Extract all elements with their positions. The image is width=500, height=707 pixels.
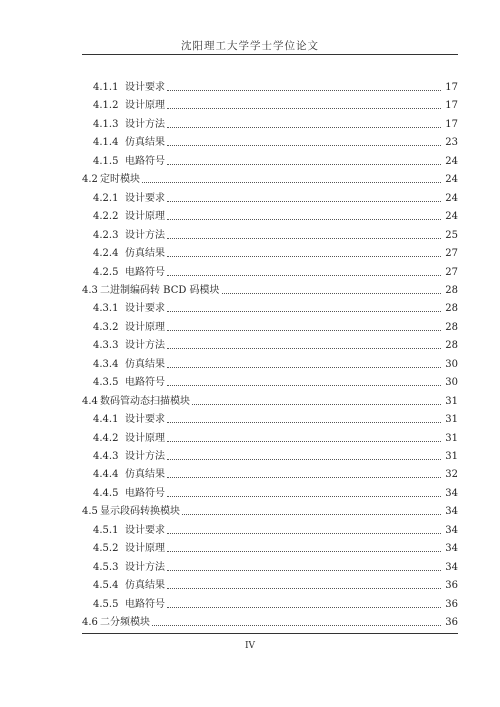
toc-dot-leader xyxy=(167,477,441,478)
toc-entry-number: 4.5 xyxy=(82,506,98,518)
toc-entry-number: 4.4.5 xyxy=(93,487,119,499)
toc-entry-number: 4.3.5 xyxy=(93,377,119,389)
toc-dot-leader xyxy=(167,108,441,109)
toc-entry-number: 4.4.1 xyxy=(93,414,119,426)
toc-entry-page: 31 xyxy=(445,414,458,426)
toc-entry[interactable] xyxy=(0,76,500,94)
toc-entry-title: 设计原理 xyxy=(125,432,165,444)
toc-entry-title: 设计方法 xyxy=(125,229,165,241)
toc-dot-leader xyxy=(167,588,441,589)
toc-entry-title: 设计要求 xyxy=(125,414,165,426)
toc-entry[interactable] xyxy=(0,556,500,574)
toc-dot-leader xyxy=(167,164,441,165)
toc-dot-leader xyxy=(167,201,441,202)
toc-entry-title: 二进制编码转 BCD 码模块 xyxy=(100,284,220,296)
footer-divider xyxy=(82,633,458,634)
page-number: IV xyxy=(244,641,256,651)
toc-entry-title: 电路符号 xyxy=(125,155,165,167)
toc-entry-number: 4.1.2 xyxy=(93,100,119,112)
toc-entry-page: 24 xyxy=(445,211,458,223)
toc-entry[interactable] xyxy=(0,297,500,315)
toc-entry-title: 仿真结果 xyxy=(125,248,165,260)
toc-entry-title: 设计原理 xyxy=(125,211,165,223)
toc-entry-number: 4.3 xyxy=(82,284,98,296)
toc-entry[interactable] xyxy=(0,261,500,279)
toc-entry[interactable] xyxy=(0,611,500,629)
toc-dot-leader xyxy=(167,348,441,349)
toc-entry-page: 34 xyxy=(445,487,458,499)
toc-dot-leader xyxy=(167,145,441,146)
toc-entry-page: 23 xyxy=(445,137,458,149)
toc-entry[interactable] xyxy=(0,242,500,260)
toc-entry-number: 4.5.4 xyxy=(93,580,119,592)
toc-entry-title: 设计方法 xyxy=(125,118,165,130)
toc-entry-page: 31 xyxy=(445,432,458,444)
toc-entry[interactable] xyxy=(0,94,500,112)
toc-entry[interactable] xyxy=(0,482,500,500)
toc-entry[interactable] xyxy=(0,519,500,537)
toc-dot-leader xyxy=(167,275,441,276)
page-header-title: 沈阳理工大学学士学位论文 xyxy=(181,40,319,52)
toc-dot-leader xyxy=(167,219,441,220)
toc-dot-leader xyxy=(167,256,441,257)
toc-dot-leader xyxy=(167,607,441,608)
toc-entry-page: 24 xyxy=(445,174,458,186)
toc-entry-page: 36 xyxy=(445,580,458,592)
toc-dot-leader xyxy=(222,293,441,294)
toc-entry-number: 4.2.4 xyxy=(93,248,119,260)
toc-entry-number: 4.2 xyxy=(82,174,98,186)
toc-entry-page: 28 xyxy=(445,340,458,352)
toc-entry-page: 30 xyxy=(445,358,458,370)
toc-entry-page: 34 xyxy=(445,524,458,536)
toc-entry-number: 4.1.5 xyxy=(93,155,119,167)
toc-entry-page: 34 xyxy=(445,543,458,555)
toc-entry-title: 数码管动态扫描模块 xyxy=(100,395,190,407)
toc-entry-number: 4.5.3 xyxy=(93,561,119,573)
toc-entry[interactable] xyxy=(0,113,500,131)
toc-entry-page: 17 xyxy=(445,100,458,112)
toc-entry[interactable] xyxy=(0,353,500,371)
toc-dot-leader xyxy=(167,459,441,460)
toc-entry-page: 31 xyxy=(445,395,458,407)
toc-entry-title: 设计要求 xyxy=(125,524,165,536)
toc-entry-title: 电路符号 xyxy=(125,377,165,389)
toc-entry-page: 36 xyxy=(445,617,458,629)
toc-entry-title: 电路符号 xyxy=(125,266,165,278)
toc-entry-number: 4.4 xyxy=(82,395,98,407)
toc-entry-page: 24 xyxy=(445,192,458,204)
toc-entry-page: 28 xyxy=(445,321,458,333)
toc-entry[interactable] xyxy=(0,316,500,334)
header-divider xyxy=(82,54,458,55)
toc-entry-number: 4.3.3 xyxy=(93,340,119,352)
toc-entry-title: 设计原理 xyxy=(125,543,165,555)
toc-dot-leader xyxy=(142,182,441,183)
toc-dot-leader xyxy=(167,533,441,534)
toc-entry-number: 4.3.2 xyxy=(93,321,119,333)
toc-entry[interactable] xyxy=(0,427,500,445)
toc-entry-title: 设计要求 xyxy=(125,82,165,93)
toc-entry-title: 仿真结果 xyxy=(125,469,165,481)
toc-entry-number: 4.4.3 xyxy=(93,451,119,462)
toc-dot-leader xyxy=(167,311,441,312)
toc-entry-page: 36 xyxy=(445,598,458,610)
toc-entry[interactable] xyxy=(0,390,500,408)
toc-dot-leader xyxy=(167,496,441,497)
toc-entry[interactable] xyxy=(0,445,500,463)
toc-entry-title: 设计方法 xyxy=(125,451,165,462)
toc-dot-leader xyxy=(167,385,441,386)
toc-entry-number: 4.5.2 xyxy=(93,543,119,555)
toc-entry[interactable] xyxy=(0,463,500,481)
toc-dot-leader xyxy=(167,238,441,239)
toc-entry-number: 4.1.4 xyxy=(93,137,119,149)
toc-entry-page: 31 xyxy=(445,451,458,462)
toc-dot-leader xyxy=(167,551,441,552)
toc-entry[interactable] xyxy=(0,224,500,242)
toc-entry-title: 设计要求 xyxy=(125,303,165,315)
toc-entry[interactable] xyxy=(0,500,500,518)
toc-dot-leader xyxy=(167,330,441,331)
toc-entry-title: 二分频模块 xyxy=(100,617,150,629)
toc-entry-number: 4.2.2 xyxy=(93,211,119,223)
toc-dot-leader xyxy=(167,367,441,368)
toc-entry[interactable] xyxy=(0,131,500,149)
toc-entry[interactable] xyxy=(0,574,500,592)
toc-entry-page: 17 xyxy=(445,82,458,93)
toc-entry-title: 仿真结果 xyxy=(125,358,165,370)
toc-entry[interactable] xyxy=(0,371,500,389)
toc-entry-title: 设计原理 xyxy=(125,100,165,112)
toc-entry[interactable] xyxy=(0,334,500,352)
toc-entry-number: 4.2.1 xyxy=(93,192,119,204)
toc-entry-page: 27 xyxy=(445,248,458,260)
toc-entry-number: 4.4.2 xyxy=(93,432,119,444)
toc-entry-page: 34 xyxy=(445,561,458,573)
toc-entry[interactable] xyxy=(0,205,500,223)
toc-dot-leader xyxy=(192,404,441,405)
toc-entry-number: 4.3.4 xyxy=(93,358,119,370)
toc-entry-page: 30 xyxy=(445,377,458,389)
toc-entry-page: 25 xyxy=(445,229,458,241)
toc-entry-page: 32 xyxy=(445,469,458,481)
toc-entry-page: 17 xyxy=(445,118,458,130)
toc-entry-number: 4.5.1 xyxy=(93,524,119,536)
toc-entry-title: 设计要求 xyxy=(125,192,165,204)
toc-entry-number: 4.2.5 xyxy=(93,266,119,278)
toc-entry-title: 仿真结果 xyxy=(125,580,165,592)
toc-entry-number: 4.3.1 xyxy=(93,303,119,315)
toc-dot-leader xyxy=(167,127,441,128)
toc-dot-leader xyxy=(182,514,441,515)
toc-entry-number: 4.6 xyxy=(82,617,98,629)
toc-entry-title: 仿真结果 xyxy=(125,137,165,149)
toc-entry[interactable] xyxy=(0,187,500,205)
toc-entry-number: 4.4.4 xyxy=(93,469,119,481)
toc-dot-leader xyxy=(167,90,441,91)
toc-entry-number: 4.1.1 xyxy=(93,82,119,93)
toc-entry-page: 27 xyxy=(445,266,458,278)
toc-entry-number: 4.5.5 xyxy=(93,598,119,610)
toc-entry-page: 28 xyxy=(445,303,458,315)
toc-entry-page: 34 xyxy=(445,506,458,518)
toc-dot-leader xyxy=(152,625,441,626)
toc-entry-title: 电路符号 xyxy=(125,487,165,499)
toc-entry[interactable] xyxy=(0,150,500,168)
toc-entry[interactable] xyxy=(0,593,500,611)
toc-entry[interactable] xyxy=(0,408,500,426)
toc-entry-number: 4.1.3 xyxy=(93,118,119,130)
toc-entry-title: 电路符号 xyxy=(125,598,165,610)
toc-entry-page: 24 xyxy=(445,155,458,167)
toc-dot-leader xyxy=(167,570,441,571)
toc-entry-page: 28 xyxy=(445,284,458,296)
toc-entry-number: 4.2.3 xyxy=(93,229,119,241)
toc-entry-title: 设计方法 xyxy=(125,340,165,352)
toc-entry[interactable] xyxy=(0,537,500,555)
toc-entry[interactable] xyxy=(0,279,500,297)
toc-dot-leader xyxy=(167,422,441,423)
toc-entry-title: 显示段码转换模块 xyxy=(100,506,180,518)
toc-entry-title: 设计原理 xyxy=(125,321,165,333)
toc-entry[interactable] xyxy=(0,168,500,186)
toc-entry-title: 定时模块 xyxy=(100,174,140,186)
toc-dot-leader xyxy=(167,441,441,442)
toc-entry-title: 设计方法 xyxy=(125,561,165,573)
